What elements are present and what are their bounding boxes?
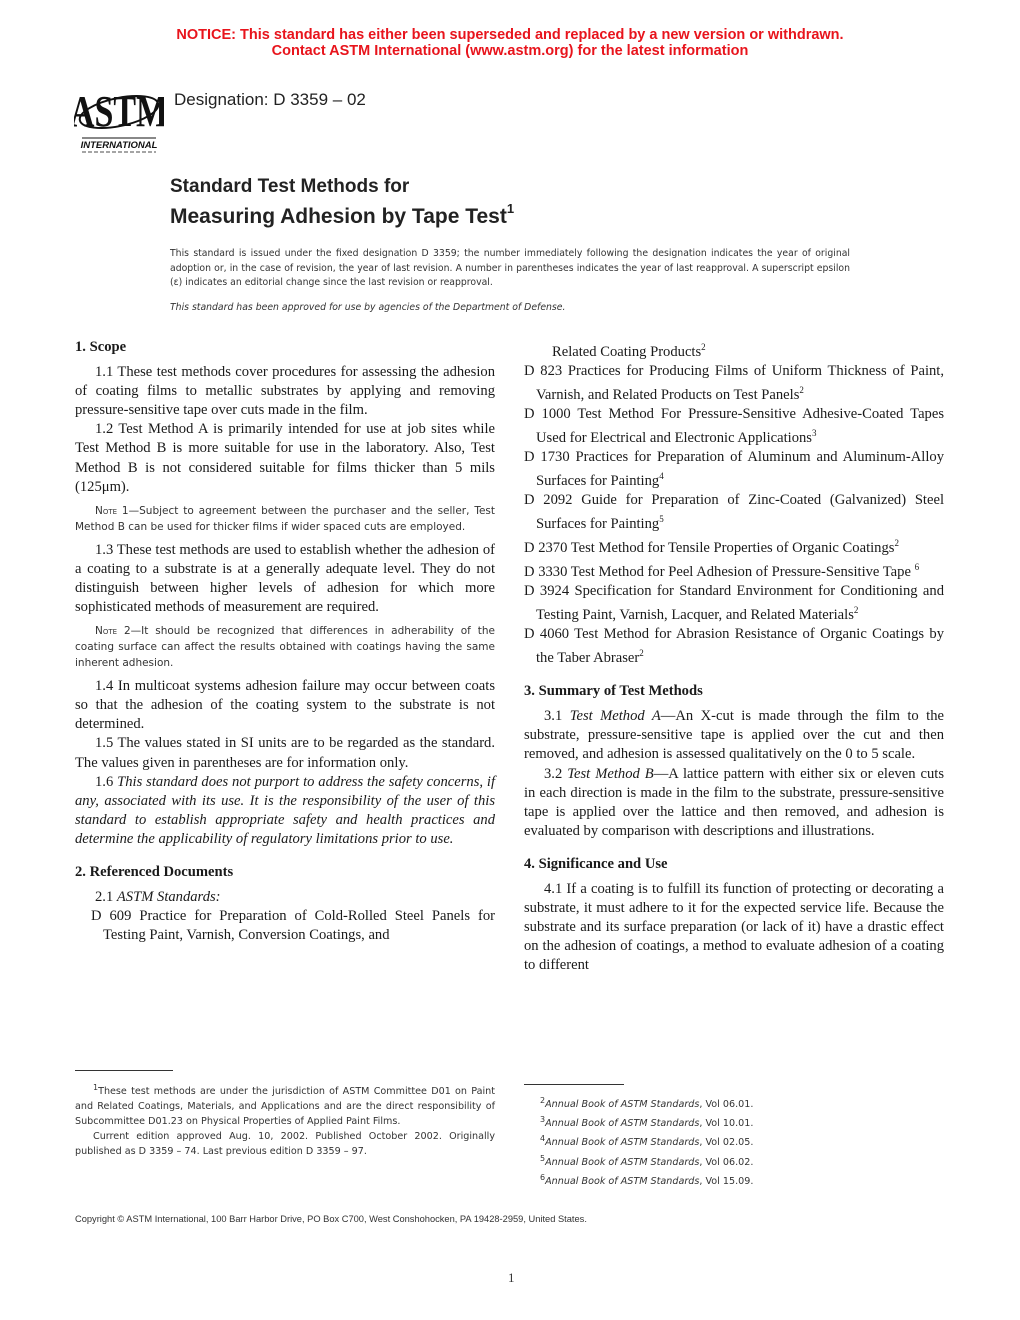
paragraph-1-2: 1.2 Test Method A is primarily intended for use at job sites while Test Method B is more suitable for use in the laboratory. Also, Test Method B is not considered suitable for films thicker than 5 mils (125μm).: [75, 421, 495, 495]
footnote-4: $^4$Annual Book of ASTM Standards, Vol 02.05.: [540, 1134, 754, 1149]
footnote-edition: Current edition approved Aug. 10, 2002. Published October 2002. Originally published as D 3359 – 74. Last previous edition D 3359 – 97.: [75, 1131, 495, 1158]
reference-d609-continued: Related Coating Products$^2$: [552, 342, 706, 360]
issue-statement: This standard is issued under the fixed designation D 3359; the number immediately following the designation indicates the year of original adoption or, in the case of revision, the year of last revision. A number in parentheses indicates the year of last reapproval. A superscript epsilon (ε) indicates an editorial change since the last revision or reapproval.: [170, 248, 850, 288]
footnotes-left: [75, 1080, 495, 1159]
footnote-divider-right: [524, 1084, 624, 1085]
withdrawn-notice: [0, 27, 1020, 59]
section-heading-scope: 1. Scope: [75, 339, 127, 355]
reference-d823: D 823 Practices for Producing Films of Uniform Thickness of Paint, Varnish, and Related Products on Test Panels$^2$: [524, 362, 944, 403]
section-heading-summary: 3. Summary of Test Methods: [524, 683, 703, 700]
footnotes-right: [540, 1093, 753, 1189]
astm-logo-icon: [74, 74, 164, 154]
dod-statement: This standard has been approved for use by agencies of the Department of Defense.: [170, 302, 566, 313]
notice-line-2: Contact ASTM International (www.astm.org) for the latest information: [271, 43, 749, 59]
reference-d4060: D 4060 Test Method for Abrasion Resistance of Organic Coatings by the Taber Abraser$^2$: [524, 626, 944, 667]
left-column: [75, 338, 495, 945]
right-column: [524, 338, 944, 975]
footnote-divider-left: [75, 1070, 173, 1071]
reference-d1730: D 1730 Practices for Preparation of Aluminum and Aluminum-Alloy Surfaces for Painting$^4$: [524, 449, 944, 489]
section-heading-significance: 4. Significance and Use: [524, 855, 668, 872]
note-2: Note 2—It should be recognized that differences in adherability of the coating surface can affect the results obtained with coatings having the same inherent adhesion.: [75, 625, 495, 670]
paragraph-1-1: 1.1 These test methods cover procedures for assessing the adhesion of coating films to metallic substrates by applying and removing pressure-sensitive tape over cuts made in the film.: [75, 364, 495, 419]
paragraph-1-5: 1.5 The values stated in SI units are to be regarded as the standard. The values given in parentheses are for information only.: [75, 735, 495, 771]
footnote-1: $^1$These test methods are under the jurisdiction of ASTM Committee D01 on Paint and Related Coatings, Materials, and Applications and are the direct responsibility of Subcommittee D01.23 on Physical Properties of Applied Paint Films.: [75, 1083, 495, 1128]
svg-text:INTERNATIONAL: INTERNATIONAL: [80, 140, 158, 151]
svg-text:ASTM: ASTM: [74, 86, 164, 137]
paragraph-1-4: 1.4 In multicoat systems adhesion failure may occur between coats so that the adhesion of the coating system to the substrate is not determined.: [75, 678, 495, 733]
paragraph-1-6: 1.6 This standard does not purport to address the safety concerns, if any, associated with its use. It is the responsibility of the user of this standard to establish appropriate safety and health practices and determine the applicability of regulatory limitations prior to use.: [75, 773, 496, 847]
paragraph-3-1: 3.1 Test Method A—An X-cut is made through the film to the substrate, pressure-sensitive tape is applied over the cut and then removed, and adhesion is assessed qualitatively on the 0 to 5 scale.: [524, 708, 944, 763]
paragraph-4-1: 4.1 If a coating is to fulfill its function of protecting or decorating a substrate, it must adhere to it for the expected service life. Because the substrate and its surface preparation (or lack of it) have a drastic effect on the adhesion of coatings, a method to evaluate adhesion of a coating to different: [524, 880, 944, 974]
page-number: 1: [508, 1270, 515, 1285]
reference-d3924: D 3924 Specification for Standard Environment for Conditioning and Testing Paint, Varnish, Lacquer, and Related Materials$^2$: [524, 583, 944, 623]
title-line-2: Measuring Adhesion by Tape Test$^1$: [170, 201, 515, 228]
document-title: [170, 175, 514, 229]
footnote-2: $^2$Annual Book of ASTM Standards, Vol 06.01.: [540, 1096, 754, 1111]
reference-d3330: D 3330 Test Method for Peel Adhesion of Pressure-Sensitive Tape $^6$: [524, 562, 920, 580]
footnote-6: $^6$Annual Book of ASTM Standards, Vol 15.09.: [540, 1172, 754, 1187]
reference-d1000: D 1000 Test Method For Pressure-Sensitive Adhesive-Coated Tapes Used for Electrical and Electronic Applications$^3$: [524, 406, 944, 446]
note-1: Note 1—Subject to agreement between the purchaser and the seller, Test Method B can be used for thicker films if wider spaced cuts are employed.: [75, 504, 495, 533]
footnote-5: $^5$Annual Book of ASTM Standards, Vol 06.02.: [540, 1153, 754, 1168]
footnote-3: $^3$Annual Book of ASTM Standards, Vol 10.01.: [540, 1115, 754, 1130]
notice-line-1: NOTICE: This standard has either been superseded and replaced by a new version or withdrawn.: [176, 27, 844, 43]
designation: Designation: D 3359 – 02: [174, 90, 366, 109]
reference-d2092: D 2092 Guide for Preparation of Zinc-Coated (Galvanized) Steel Surfaces for Painting$^5$: [524, 492, 944, 533]
paragraph-3-2: 3.2 Test Method B—A lattice pattern with either six or eleven cuts in each direction is made in the film to the substrate, pressure-sensitive tape is applied over the lattice and then removed, and adhesion is evaluated by comparison with descriptions and illustrations.: [524, 765, 944, 839]
section-heading-referenced-documents: 2. Referenced Documents: [75, 863, 234, 880]
reference-d609: D 609 Practice for Preparation of Cold-Rolled Steel Panels for Testing Paint, Varnish, Conversion Coatings, and: [91, 908, 495, 944]
reference-d2370: D 2370 Test Method for Tensile Properties of Organic Coatings$^2$: [524, 538, 899, 556]
title-line-1: Standard Test Methods for: [170, 176, 410, 197]
title-footnote-mark[interactable]: 1: [506, 201, 515, 216]
paragraph-1-3: 1.3 These test methods are used to establish whether the adhesion of a coating to a substrate is at a generally adequate level. They do not distinguish between higher levels of adhesion for which more sophisticated methods of measurement are required.: [75, 541, 495, 616]
paragraph-2-1: 2.1 ASTM Standards:: [95, 889, 221, 906]
copyright-notice: Copyright © ASTM International, 100 Barr Harbor Drive, PO Box C700, West Conshohocken, PA 19428-2959, United States.: [75, 1214, 587, 1224]
